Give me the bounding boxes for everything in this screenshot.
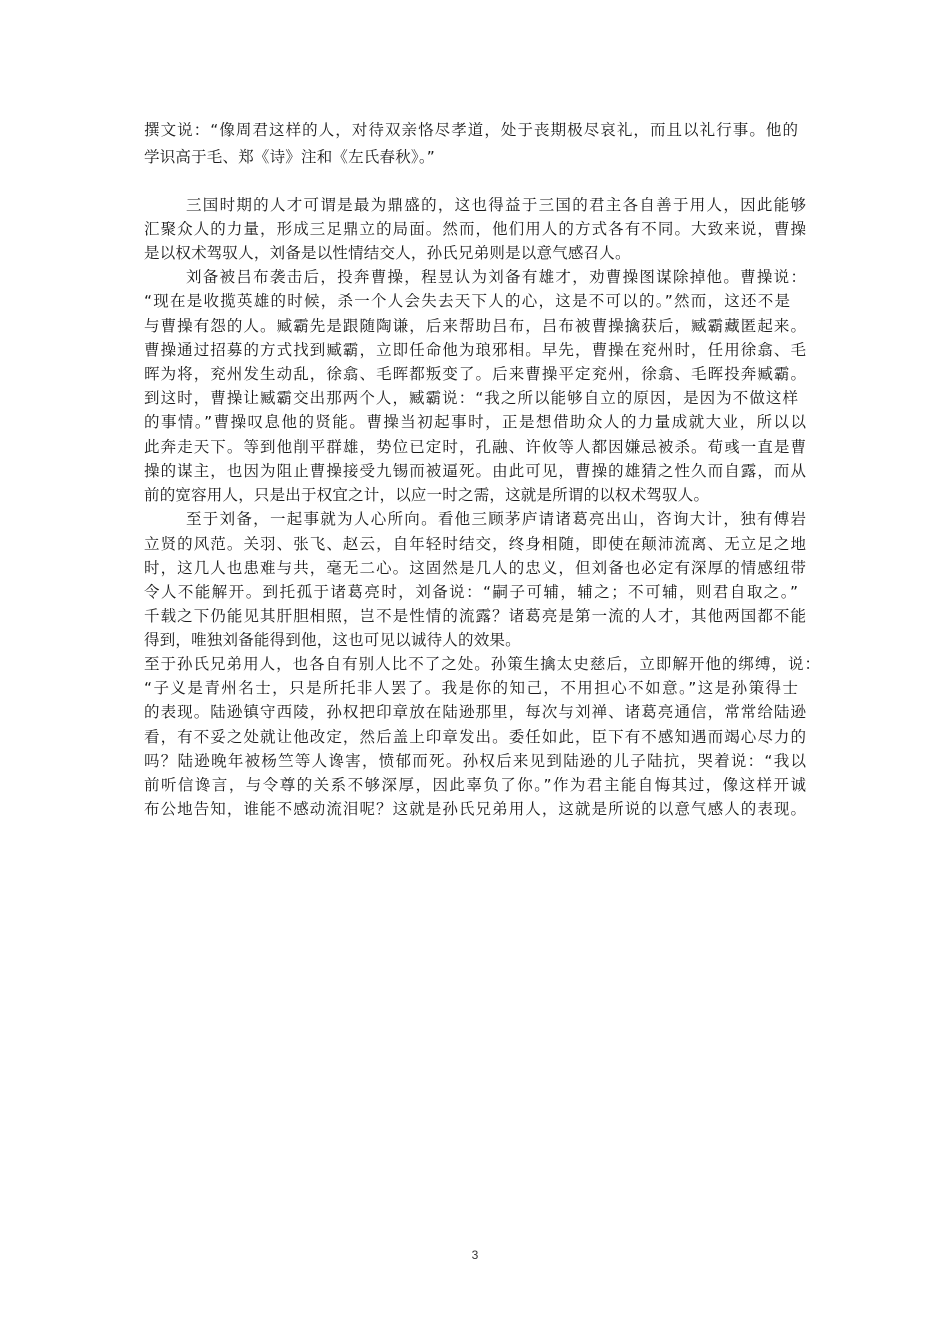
text-line: 时，这几人也患难与共，毫无二心。这固然是几人的忠义，但刘备也必定有深厚的情感纽带 [144,559,808,577]
text-line: 前听信谗言，与令尊的关系不够深厚，因此辜负了你。”作为君主能自悔其过，像这样开诚 [144,776,808,794]
text-line: 汇聚众人的力量，形成三足鼎立的局面。然而，他们用人的方式各有不同。大致来说，曹操 [144,220,808,238]
text-line: 曹操通过招募的方式找到臧霸，立即任命他为琅邪相。早先，曹操在兖州时，任用徐翕、毛 [144,341,808,359]
text-line: “现在是收揽英雄的时候，杀一个人会失去天下人的心，这是不可以的。”然而，这还不是 [144,292,792,310]
text-line: “子义是青州名士，只是所托非人罢了。我是你的知己，不用担心不如意。”这是孙策得士 [144,679,800,697]
text-line: 立贤的风范。关羽、张飞、赵云，自年轻时结交，终身相随，即使在颠沛流离、无立足之地 [144,535,808,553]
text-line: 的事情。”曹操叹息他的贤能。曹操当初起事时，正是想借助众人的力量成就大业，所以以 [144,413,808,431]
text-line: 到这时，曹操让臧霸交出那两个人，臧霸说：“我之所以能够自立的原因，是因为不做这样 [144,389,800,407]
text-line: 是以权术驾驭人，刘备是以性情结交人，孙氏兄弟则是以意气感召人。 [144,244,631,262]
text-line: 刘备被吕布袭击后，投奔曹操，程昱认为刘备有雄才，劝曹操图谋除掉他。曹操说： [186,268,808,286]
text-line: 得到，唯独刘备能得到他，这也可见以诚待人的效果。 [144,631,521,649]
text-line: 的表现。陆逊镇守西陵，孙权把印章放在陆逊那里，每次与刘禅、诸葛亮通信，常常给陆逊 [144,703,808,721]
text-line: 三国时期的人才可谓是最为鼎盛的，这也得益于三国的君主各自善于用人，因此能够 [186,196,808,214]
text-line: 令人不能解开。到托孤于诸葛亮时，刘备说：“嗣子可辅，辅之；不可辅，则君自取之。” [144,583,800,601]
text-line: 布公地告知，谁能不感动流泪呢？这就是孙氏兄弟用人，这就是所说的以意气感人的表现。 [144,800,808,818]
text-line: 前的宽容用人，只是出于权宜之计，以应一时之需，这就是所谓的以权术驾驭人。 [144,486,710,504]
text-line: 晖为将，兖州发生动乱，徐翕、毛晖都叛变了。后来曹操平定兖州，徐翕、毛晖投奔臧霸。 [144,365,808,383]
text-line: 学识高于毛、郑《诗》注和《左氏春秋》。” [144,148,436,166]
text-line: 此奔走天下。等到他削平群雄，势位已定时，孔融、许攸等人都因嫌忌被杀。荀彧一直是曹 [144,438,808,456]
page-number: 3 [471,1248,479,1262]
text-line: 千载之下仍能见其肝胆相照，岂不是性情的流露？诸葛亮是第一流的人才，其他两国都不能 [144,607,808,625]
text-line: 操的谋主，也因为阻止曹操接受九锡而被逼死。由此可见，曹操的雄猜之性久而自露，而从 [144,462,808,480]
text-line: 与曹操有怨的人。臧霸先是跟随陶谦，后来帮助吕布，吕布被曹操擒获后，臧霸藏匿起来。 [144,317,808,335]
text-line: 撰文说：“像周君这样的人，对待双亲恪尽孝道，处于丧期极尽哀礼，而且以礼行事。他的 [144,121,800,139]
text-line: 至于孙氏兄弟用人，也各自有别人比不了之处。孙策生擒太史慈后，立即解开他的绑缚，说： [144,655,821,673]
text-line: 吗？陆逊晚年被杨竺等人谗害，愤郁而死。孙权后来见到陆逊的儿子陆抗，哭着说：“我以 [144,752,808,770]
text-line: 至于刘备，一起事就为人心所向。看他三顾茅庐请诸葛亮出山，咨询大计，独有傅岩 [186,510,808,528]
text-line: 看，有不妥之处就让他改定，然后盖上印章发出。委任如此，臣下有不感知遇而竭心尽力的 [144,728,808,746]
